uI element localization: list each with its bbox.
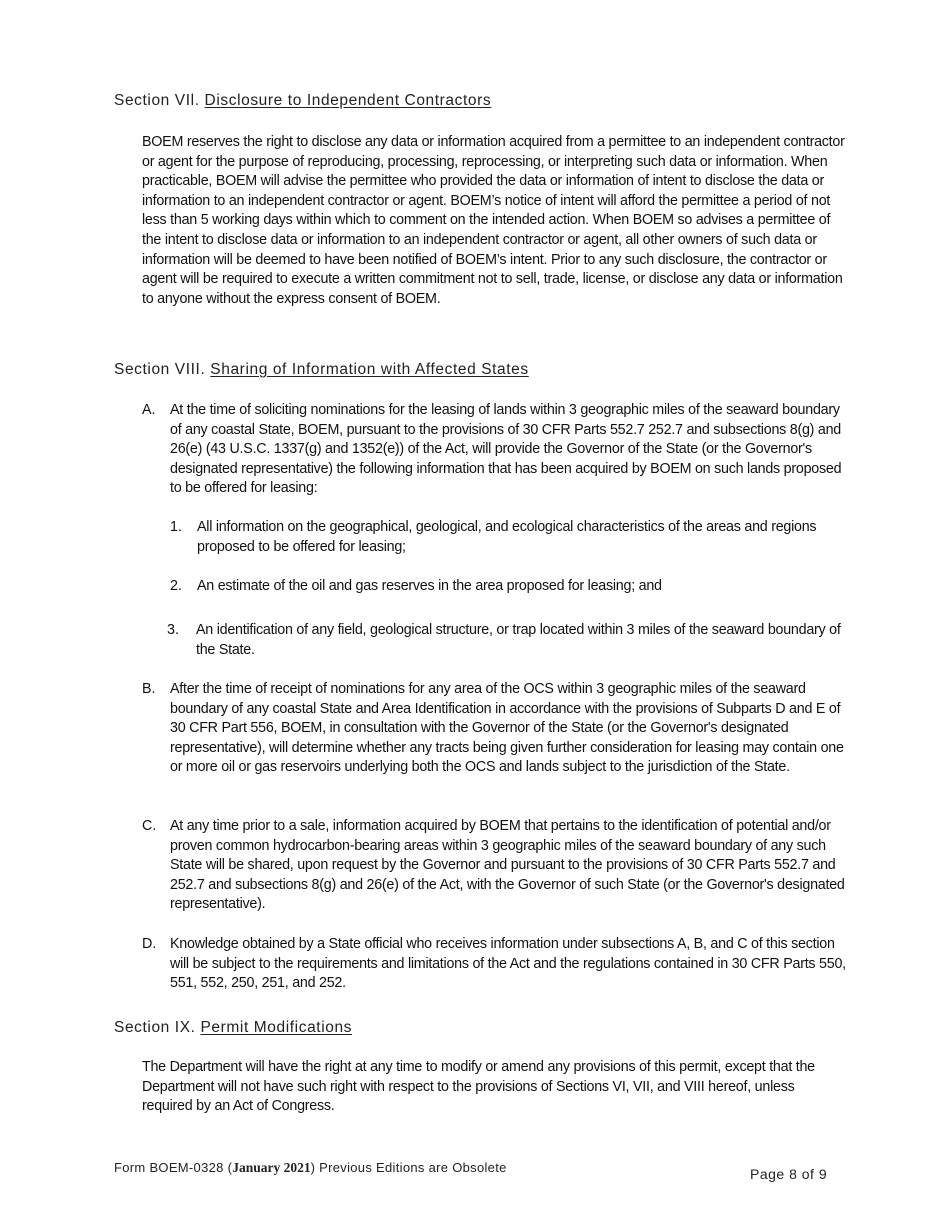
form-number: Form BOEM-0328 ( [114, 1160, 233, 1175]
subitem-3-marker: 3. [167, 622, 179, 638]
subitem-1-marker: 1. [170, 519, 182, 535]
item-d-marker: D. [142, 936, 157, 952]
item-b-marker: B. [142, 681, 156, 697]
subitem-2-text: An estimate of the oil and gas reserves in the area proposed for leasing; and [197, 578, 662, 594]
section-7-body: BOEM reserves the right to disclose any data or information acquired from a permittee to an independent contractor or agent for the purpose of reproducing, processing, reprocessing, or interpreting such data or information. When practicable, BOEM will advise the permittee who provided the data or information of intent to disclose the data or information to an independent contractor or agent. BOEM’s notice of intent will afford the permittee a period of not less than 5 working days within which to comment on the intended action. When BOEM so advises a permittee of the intent to disclose data or information to an independent contractor or agent, all other owners of such data or information will be deemed to have been notified of BOEM’s intent. Prior to any such disclosure, the contractor or agent will be required to execute a written commitment not to sell, trade, license, or disclose any data or information to anyone without the express consent of BOEM. [142, 134, 845, 307]
item-b-text: After the time of receipt of nominations for any area of the OCS within 3 geographic miles of the seaward boundary of any coastal State and Area Identification in accordance with the provisions of Subparts D and E of 30 CFR Part 556, BOEM, in consultation with the Governor of the State (or the Governor's designated representative), will determine whether any tracts being given further consideration for leasing may contain one or more oil or gas reservoirs underlying both the OCS and lands subject to the jurisdiction of the State. [170, 681, 844, 776]
section-7-title: Disclosure to Independent Contractors [204, 92, 492, 109]
section-8-heading [114, 361, 529, 379]
section-9-prefix: Section IX. [114, 1019, 196, 1036]
section-8-prefix: Section VIII. [114, 361, 206, 378]
form-footer [114, 1160, 507, 1176]
section-9-title: Permit Modifications [200, 1019, 353, 1036]
section-9-heading [114, 1019, 352, 1037]
page-number: Page 8 of 9 [750, 1166, 828, 1182]
section-9-body: The Department will have the right at any time to modify or amend any provisions of this permit, except that the Department will not have such right with respect to the provisions of Sections VI, VII, and VIII hereof, unless required by an Act of Congress. [142, 1059, 815, 1115]
form-date: January 2021 [232, 1160, 311, 1175]
subitem-2-marker: 2. [170, 578, 182, 594]
section-7-heading [114, 92, 491, 110]
section-7-prefix: Section VIl. [114, 92, 200, 109]
subitem-1-text: All information on the geographical, geological, and ecological characteristics of the areas and regions proposed to be offered for leasing; [197, 519, 817, 555]
subitem-3-text: An identification of any field, geological structure, or trap located within 3 miles of the seaward boundary of the State. [196, 622, 841, 658]
item-c-text: At any time prior to a sale, information acquired by BOEM that pertains to the identification of potential and/or proven common hydrocarbon-bearing areas within 3 geographic miles of the seaward boundary of any such State will be shared, upon request by the Governor and pursuant to the provisions of 30 CFR Parts 552.7 and 252.7 and subsections 8(g) and 26(e) of the Act, with the Governor of such State (or the Governor's designated representative). [170, 818, 845, 913]
item-d-text: Knowledge obtained by a State official who receives information under subsections A, B, and C of this section will be subject to the requirements and limitations of the Act and the regulations contained in 30 CFR Parts 550, 551, 552, 250, 251, and 252. [170, 936, 846, 992]
item-a-text: At the time of soliciting nominations for the leasing of lands within 3 geographic miles of the seaward boundary of any coastal State, BOEM, pursuant to the provisions of 30 CFR Parts 552.7 252.7 and subsections 8(g) and 26(e) (43 U.S.C. 1337(g) and 1352(e)) of the Act, will provide the Governor of the State (or the Governor's designated representative) the following information that has been acquired by BOEM on such lands proposed to be offered for leasing: [170, 402, 842, 497]
section-8-title: Sharing of Information with Affected States [210, 361, 529, 378]
obsolete-note: ) Previous Editions are Obsolete [310, 1160, 507, 1175]
item-c-marker: C. [142, 818, 157, 834]
item-a-marker: A. [142, 402, 156, 418]
